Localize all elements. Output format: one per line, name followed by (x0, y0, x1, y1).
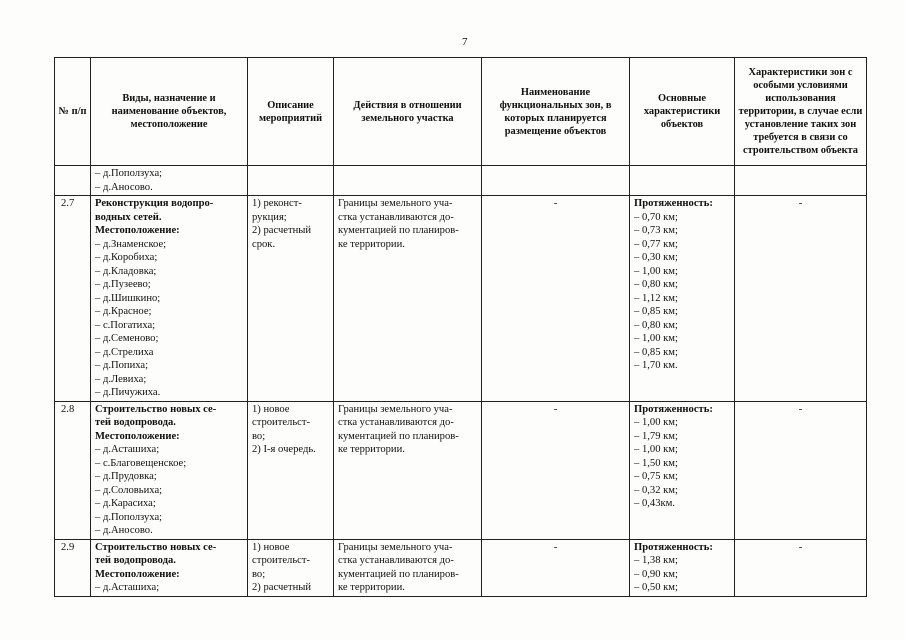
cell-type (91, 539, 248, 596)
text-line: – 0,32 км; (634, 484, 678, 496)
header-type: Виды, назначение и наименование объектов, местоположение (91, 58, 248, 166)
text-line: – д.Семеново; (95, 333, 159, 344)
text-line: Границы земельного уча- (338, 198, 453, 209)
cell-zones (482, 166, 630, 196)
cell-special (735, 166, 867, 196)
header-chars: Основные характеристики объектов (630, 58, 735, 166)
cell-zones: - (482, 196, 630, 402)
text-line: – д.Карасиха; (95, 498, 156, 509)
header-zones: Наименование функциональных зон, в которых планируется размещение объектов (482, 58, 630, 166)
cell-desc (248, 196, 334, 402)
continuation-row (55, 166, 867, 196)
text-line: – 0,30 км; (634, 252, 678, 263)
text-line: – 0,75 км; (634, 471, 678, 482)
text-line: водных сетей. (95, 211, 162, 223)
cell-zones: - (482, 401, 630, 539)
text-line: – д.Прудовка; (95, 471, 157, 482)
text-line: – д.Шишкино; (95, 292, 161, 304)
cell-actions (334, 401, 482, 539)
table-row (55, 539, 867, 596)
text-line: во; (252, 430, 266, 442)
text-line: – д.Поползуха; (95, 168, 163, 179)
text-line: – 1,00 км; (634, 333, 678, 344)
text-line: Протяженность: (634, 541, 713, 553)
text-line: – 0,85 км; (634, 306, 678, 317)
text-line: – с.Благовещенское; (95, 457, 187, 469)
text-line: – 1,00 км; (634, 417, 678, 428)
text-line: – 0,70 км; (634, 211, 678, 223)
text-line: – 0,85 км; (634, 346, 678, 358)
text-line: 1) новое (252, 403, 290, 415)
text-line: тей водопровода. (95, 417, 176, 428)
text-line: 1) реконст- (252, 198, 302, 209)
text-line: – 1,50 км; (634, 457, 678, 469)
text-line: строительст- (252, 417, 311, 428)
text-line: – 0,90 км; (634, 568, 678, 580)
text-line: кументацией по планиров- (338, 430, 459, 442)
cell-desc (248, 539, 334, 596)
text-line: – 1,12 км; (634, 292, 678, 304)
text-line: срок. (252, 238, 276, 250)
text-line: – д.Аносово. (95, 181, 153, 193)
cell-actions (334, 539, 482, 596)
cell-num (55, 166, 91, 196)
objects-table (54, 57, 867, 597)
header-num: № п/п (55, 58, 91, 166)
text-line: Местоположение: (95, 430, 180, 442)
cell-num: 2.8 (55, 401, 91, 539)
text-line: – 1,00 км; (634, 265, 678, 277)
cell-chars (630, 539, 735, 596)
text-line: – д.Коробиха; (95, 252, 158, 263)
text-line: – д.Соловьиха; (95, 484, 163, 496)
cell-type (91, 196, 248, 402)
text-line: 2) I-я очередь. (252, 444, 316, 455)
text-line: ке территории. (338, 444, 405, 455)
text-line: 1) новое (252, 541, 290, 553)
header-actions: Действия в отношении земельного участка (334, 58, 482, 166)
cell-chars (630, 196, 735, 402)
text-line: – 1,38 км; (634, 555, 678, 566)
cell-chars (630, 401, 735, 539)
text-line: – 0,43км. (634, 498, 675, 509)
cell-actions (334, 166, 482, 196)
text-line: – д.Попиха; (95, 360, 149, 371)
text-line: ке территории. (338, 238, 405, 250)
text-line: – 0,50 км; (634, 582, 678, 593)
text-line: 2) расчетный (252, 582, 312, 593)
header-special: Характеристики зон с особыми условиями использования территории, в случае если установление таких зон требуется в связи со строительством объекта (735, 58, 867, 166)
text-line: – д.Поползуха; (95, 511, 163, 523)
text-line: – 0,73 км; (634, 225, 678, 236)
text-line: Местоположение: (95, 568, 180, 580)
cell-special: - (735, 539, 867, 596)
text-line: Строительство новых се- (95, 403, 217, 415)
header-desc: Описание мероприятий (248, 58, 334, 166)
text-line: ке территории. (338, 582, 405, 593)
text-line: Границы земельного уча- (338, 541, 453, 553)
text-line: – 0,80 км; (634, 319, 678, 331)
text-line: строительст- (252, 555, 311, 566)
text-line: – 0,80 км; (634, 279, 678, 290)
cell-num: 2.7 (55, 196, 91, 402)
text-line: – д.Красное; (95, 306, 152, 317)
cell-type (91, 401, 248, 539)
table-row (55, 401, 867, 539)
text-line: – д.Аносово. (95, 525, 153, 536)
page-number: 7 (462, 36, 468, 48)
text-line: – д.Левиха; (95, 373, 147, 385)
text-line: – 1,70 км. (634, 360, 678, 371)
cell-num: 2.9 (55, 539, 91, 596)
text-line: стка устанавливаются до- (338, 555, 454, 566)
text-line: тей водопровода. (95, 555, 176, 566)
text-line: кументацией по планиров- (338, 225, 459, 236)
text-line: – 1,00 км; (634, 444, 678, 455)
text-line: Границы земельного уча- (338, 403, 453, 415)
text-line: – д.Стрелиха (95, 346, 154, 358)
cell-actions (334, 196, 482, 402)
text-line: – д.Асташиха; (95, 444, 160, 455)
text-line: 2) расчетный (252, 225, 312, 236)
text-line: – д.Пичужиха. (95, 387, 161, 398)
text-line: стка устанавливаются до- (338, 211, 454, 223)
text-line: – д.Кладовка; (95, 265, 157, 277)
text-line: – с.Погатиха; (95, 319, 156, 331)
text-line: – 0,77 км; (634, 238, 678, 250)
text-line: Строительство новых се- (95, 541, 217, 553)
cell-chars (630, 166, 735, 196)
text-line: – д.Пузеево; (95, 279, 151, 290)
text-line: кументацией по планиров- (338, 568, 459, 580)
text-line: Протяженность: (634, 198, 713, 209)
cell-desc (248, 166, 334, 196)
text-line: во; (252, 568, 266, 580)
text-line: рукция; (252, 211, 287, 223)
text-line: – д.Асташиха; (95, 582, 160, 593)
cell-desc (248, 401, 334, 539)
text-line: Местоположение: (95, 225, 180, 236)
cell-special: - (735, 401, 867, 539)
text-line: – д.Знаменское; (95, 238, 167, 250)
text-line: – 1,79 км; (634, 430, 678, 442)
header-row (55, 58, 867, 166)
cell-locations (91, 166, 248, 196)
cell-zones: - (482, 539, 630, 596)
text-line: Реконструкция водопро- (95, 198, 214, 209)
text-line: Протяженность: (634, 403, 713, 415)
text-line: стка устанавливаются до- (338, 417, 454, 428)
table-row (55, 196, 867, 402)
cell-special: - (735, 196, 867, 402)
